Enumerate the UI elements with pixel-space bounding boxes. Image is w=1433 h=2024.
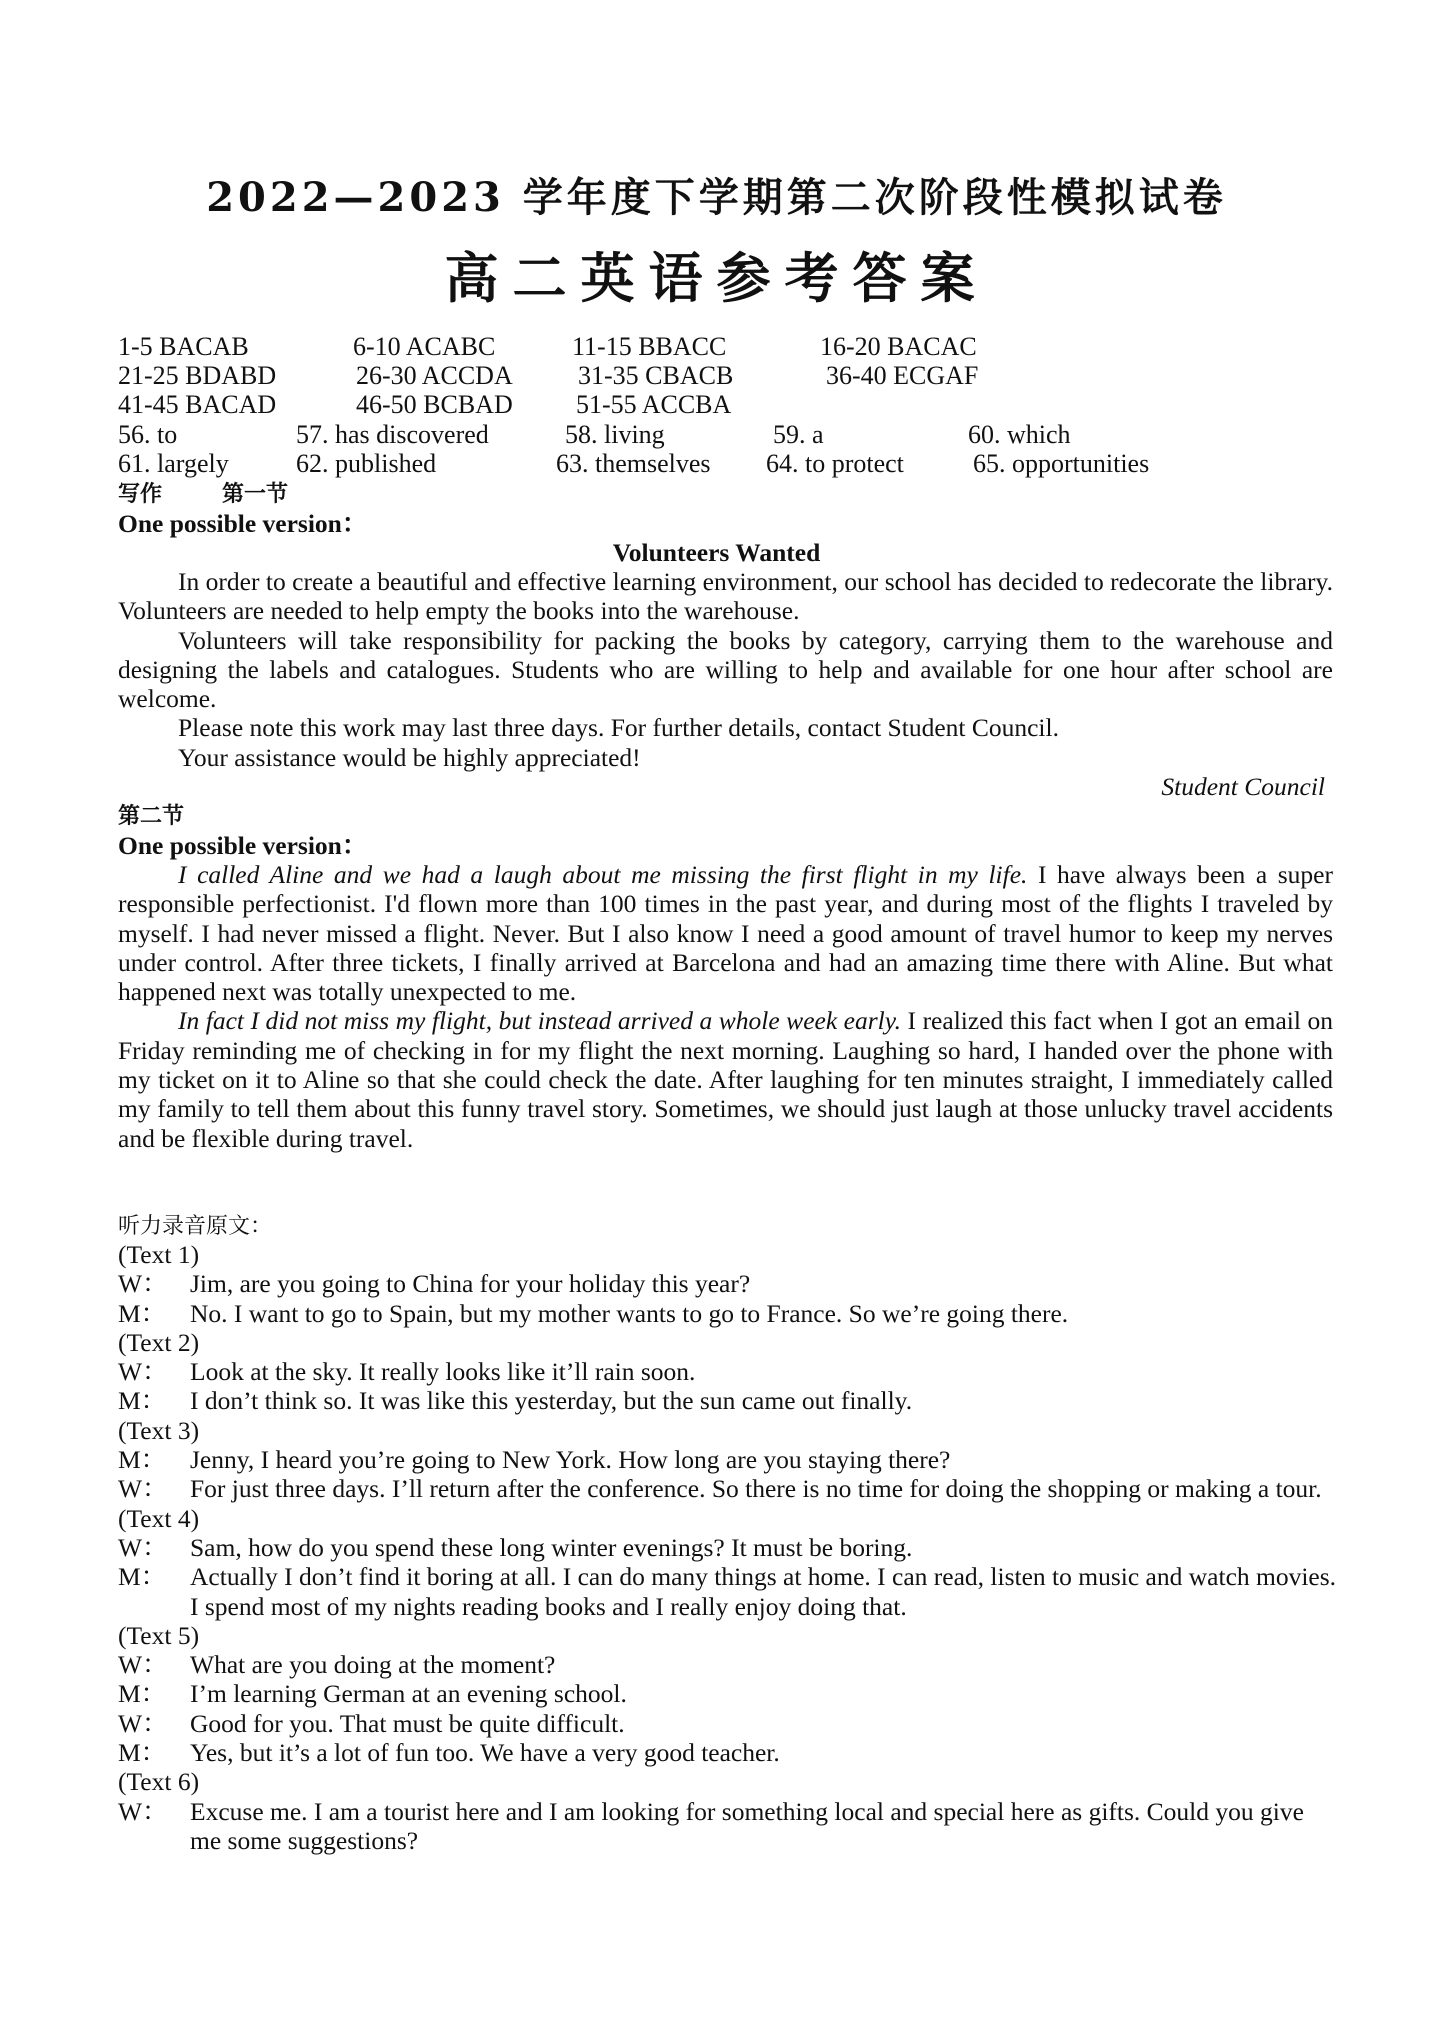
section-heading-writing: 写作 bbox=[118, 482, 163, 507]
listening-transcript bbox=[118, 1240, 1338, 1855]
text-tag: (Text 5) bbox=[118, 1620, 200, 1650]
answer-item: 21-25 BDABD bbox=[118, 361, 277, 390]
dialogue-line bbox=[118, 1386, 1338, 1415]
text-tag: (Text 3) bbox=[118, 1415, 200, 1445]
text-block bbox=[118, 1504, 1338, 1621]
text-tag: (Text 6) bbox=[118, 1767, 200, 1797]
dialogue-line bbox=[118, 1445, 1338, 1474]
speaker: M： bbox=[118, 1386, 167, 1416]
dialogue-line bbox=[118, 1709, 1338, 1738]
utterance: Excuse me. I am a tourist here and I am looking for something local and special here as gifts. Could you give me some suggestions? bbox=[190, 1796, 1304, 1855]
dialogue-line bbox=[118, 1738, 1338, 1767]
answer-item: 41-45 BACAD bbox=[118, 390, 277, 419]
utterance: I’m learning German at an evening school. bbox=[190, 1679, 627, 1709]
answer-item: 11-15 BBACC bbox=[572, 332, 727, 361]
story-lead-sentence: I called Aline and we had a laugh about me missing the first flight in my life. bbox=[178, 860, 1028, 889]
essay-paragraph: Please note this work may last three days. For further details, contact Student Council. bbox=[178, 713, 1059, 743]
answer-item: 6-10 ACABC bbox=[353, 332, 496, 361]
text-block bbox=[118, 1767, 1338, 1855]
text-tag: (Text 4) bbox=[118, 1503, 200, 1533]
utterance: Yes, but it’s a lot of fun too. We have a very good teacher. bbox=[190, 1738, 780, 1768]
answer-item: 60. which bbox=[968, 420, 1071, 449]
speaker: W： bbox=[118, 1269, 168, 1299]
dialogue-line bbox=[118, 1562, 1338, 1621]
speaker: W： bbox=[118, 1474, 168, 1504]
speaker: M： bbox=[118, 1445, 167, 1475]
utterance: No. I want to go to Spain, but my mother wants to go to France. So we’re going there. bbox=[190, 1298, 1069, 1328]
answer-item: 46-50 BCBAD bbox=[356, 390, 513, 419]
answer-item: 1-5 BACAB bbox=[118, 332, 249, 361]
answer-item: 58. living bbox=[565, 420, 665, 449]
version-label-2: One possible version： bbox=[118, 831, 368, 860]
text-tag: (Text 1) bbox=[118, 1240, 200, 1269]
story-text: I realized this fact when I got an email on Friday reminding me of checking in for my flight the next morning. Laughing so hard, I handed over the phone with my ticket on it to Aline so that she could check the date. After laughing for ten minutes straight, I immediately called my family to tell them about this funny travel story. Sometimes, we should just laugh at those unlucky travel accidents and be flexible during travel. bbox=[118, 1006, 1333, 1153]
section-heading-part1: 第一节 bbox=[222, 482, 289, 507]
answer-item: 31-35 CBACB bbox=[578, 361, 734, 390]
utterance: Jim, are you going to China for your holiday this year? bbox=[190, 1269, 751, 1299]
answer-item: 62. published bbox=[296, 449, 437, 478]
dialogue-line bbox=[118, 1474, 1338, 1503]
utterance: Actually I don’t find it boring at all. I can do many things at home. I can read, listen to music and watch movies. I spend most of my nights reading books and I really enjoy doing that. bbox=[190, 1562, 1337, 1621]
version-label: One possible version： bbox=[118, 509, 368, 538]
story-lead-sentence: In fact I did not miss my flight, but instead arrived a whole week early. bbox=[178, 1006, 902, 1036]
essay-body bbox=[118, 567, 1333, 772]
essay-paragraph: In order to create a beautiful and effective learning environment, our school has decided to redecorate the library. Volunteers are needed to help empty the books into the warehouse. bbox=[118, 567, 1333, 626]
speaker: M： bbox=[118, 1679, 167, 1709]
speaker: W： bbox=[118, 1532, 168, 1562]
text-block bbox=[118, 1416, 1338, 1504]
dialogue-line bbox=[118, 1650, 1338, 1679]
text-block bbox=[118, 1328, 1338, 1416]
utterance: For just three days. I’ll return after the conference. So there is no time for doing the shopping or making a tour. bbox=[190, 1474, 1322, 1504]
answer-item: 57. has discovered bbox=[296, 420, 489, 449]
story-text: I have always been a super responsible perfectionist. I'd flown more than 100 times in the past year, and during most of the flights I traveled by myself. I had never missed a flight. Never. But I also know I need a good amount of travel humor to keep my nerves under control. After three tickets, I finally arrived at Barcelona and had an amazing time there with Aline. But what happened next was totally unexpected to me. bbox=[118, 860, 1333, 1007]
essay-paragraph: Volunteers will take responsibility for packing the books by category, carrying them to the warehouse and designing the labels and catalogues. Students who are willing to help and available for one hour after school are welcome. bbox=[118, 625, 1333, 714]
speaker: W： bbox=[118, 1357, 168, 1387]
text-tag: (Text 2) bbox=[118, 1327, 200, 1357]
speaker: M： bbox=[118, 1738, 167, 1768]
text-block bbox=[118, 1621, 1338, 1767]
answer-item: 59. a bbox=[773, 420, 824, 449]
essay-paragraph: Your assistance would be highly appreciated! bbox=[178, 742, 641, 772]
answer-item: 26-30 ACCDA bbox=[356, 361, 513, 390]
speaker: W： bbox=[118, 1796, 168, 1826]
dialogue-line bbox=[118, 1299, 1338, 1328]
answer-item: 16-20 BACAC bbox=[820, 332, 977, 361]
utterance: I don’t think so. It was like this yesterday, but the sun came out finally. bbox=[190, 1386, 913, 1416]
dialogue-line bbox=[118, 1357, 1338, 1386]
exam-title: 2022—2023 学年度下学期第二次阶段性模拟试卷 bbox=[206, 174, 1227, 221]
answer-item: 36-40 ECGAF bbox=[826, 361, 979, 390]
answer-key-title: 高二英语参考答案 bbox=[444, 246, 989, 310]
story-body bbox=[118, 860, 1333, 1153]
answer-item: 63. themselves bbox=[556, 449, 711, 478]
essay-title: Volunteers Wanted bbox=[612, 538, 821, 567]
answer-item: 61. largely bbox=[118, 449, 229, 478]
listening-heading: 听力录音原文： bbox=[118, 1214, 273, 1239]
utterance: Jenny, I heard you’re going to New York. How long are you staying there? bbox=[190, 1445, 951, 1475]
utterance: Good for you. That must be quite difficult. bbox=[190, 1708, 625, 1738]
utterance: Look at the sky. It really looks like it’ll rain soon. bbox=[190, 1357, 696, 1387]
answer-item: 64. to protect bbox=[766, 449, 904, 478]
section-heading-part2: 第二节 bbox=[118, 804, 185, 829]
answer-item: 51-55 ACCBA bbox=[576, 390, 732, 419]
dialogue-line bbox=[118, 1269, 1338, 1298]
speaker: W： bbox=[118, 1650, 168, 1680]
speaker: M： bbox=[118, 1562, 167, 1592]
dialogue-line bbox=[118, 1533, 1338, 1562]
story-paragraph-1 bbox=[118, 860, 1333, 1006]
speaker: W： bbox=[118, 1708, 168, 1738]
text-block bbox=[118, 1240, 1338, 1328]
dialogue-line bbox=[118, 1797, 1338, 1856]
utterance: Sam, how do you spend these long winter evenings? It must be boring. bbox=[190, 1532, 913, 1562]
utterance: What are you doing at the moment? bbox=[190, 1650, 556, 1680]
dialogue-line bbox=[118, 1679, 1338, 1708]
answer-item: 56. to bbox=[118, 420, 178, 449]
speaker: M： bbox=[118, 1298, 167, 1328]
story-paragraph-2 bbox=[118, 1006, 1333, 1152]
signature: Student Council bbox=[1161, 772, 1325, 801]
answer-item: 65. opportunities bbox=[973, 449, 1150, 478]
